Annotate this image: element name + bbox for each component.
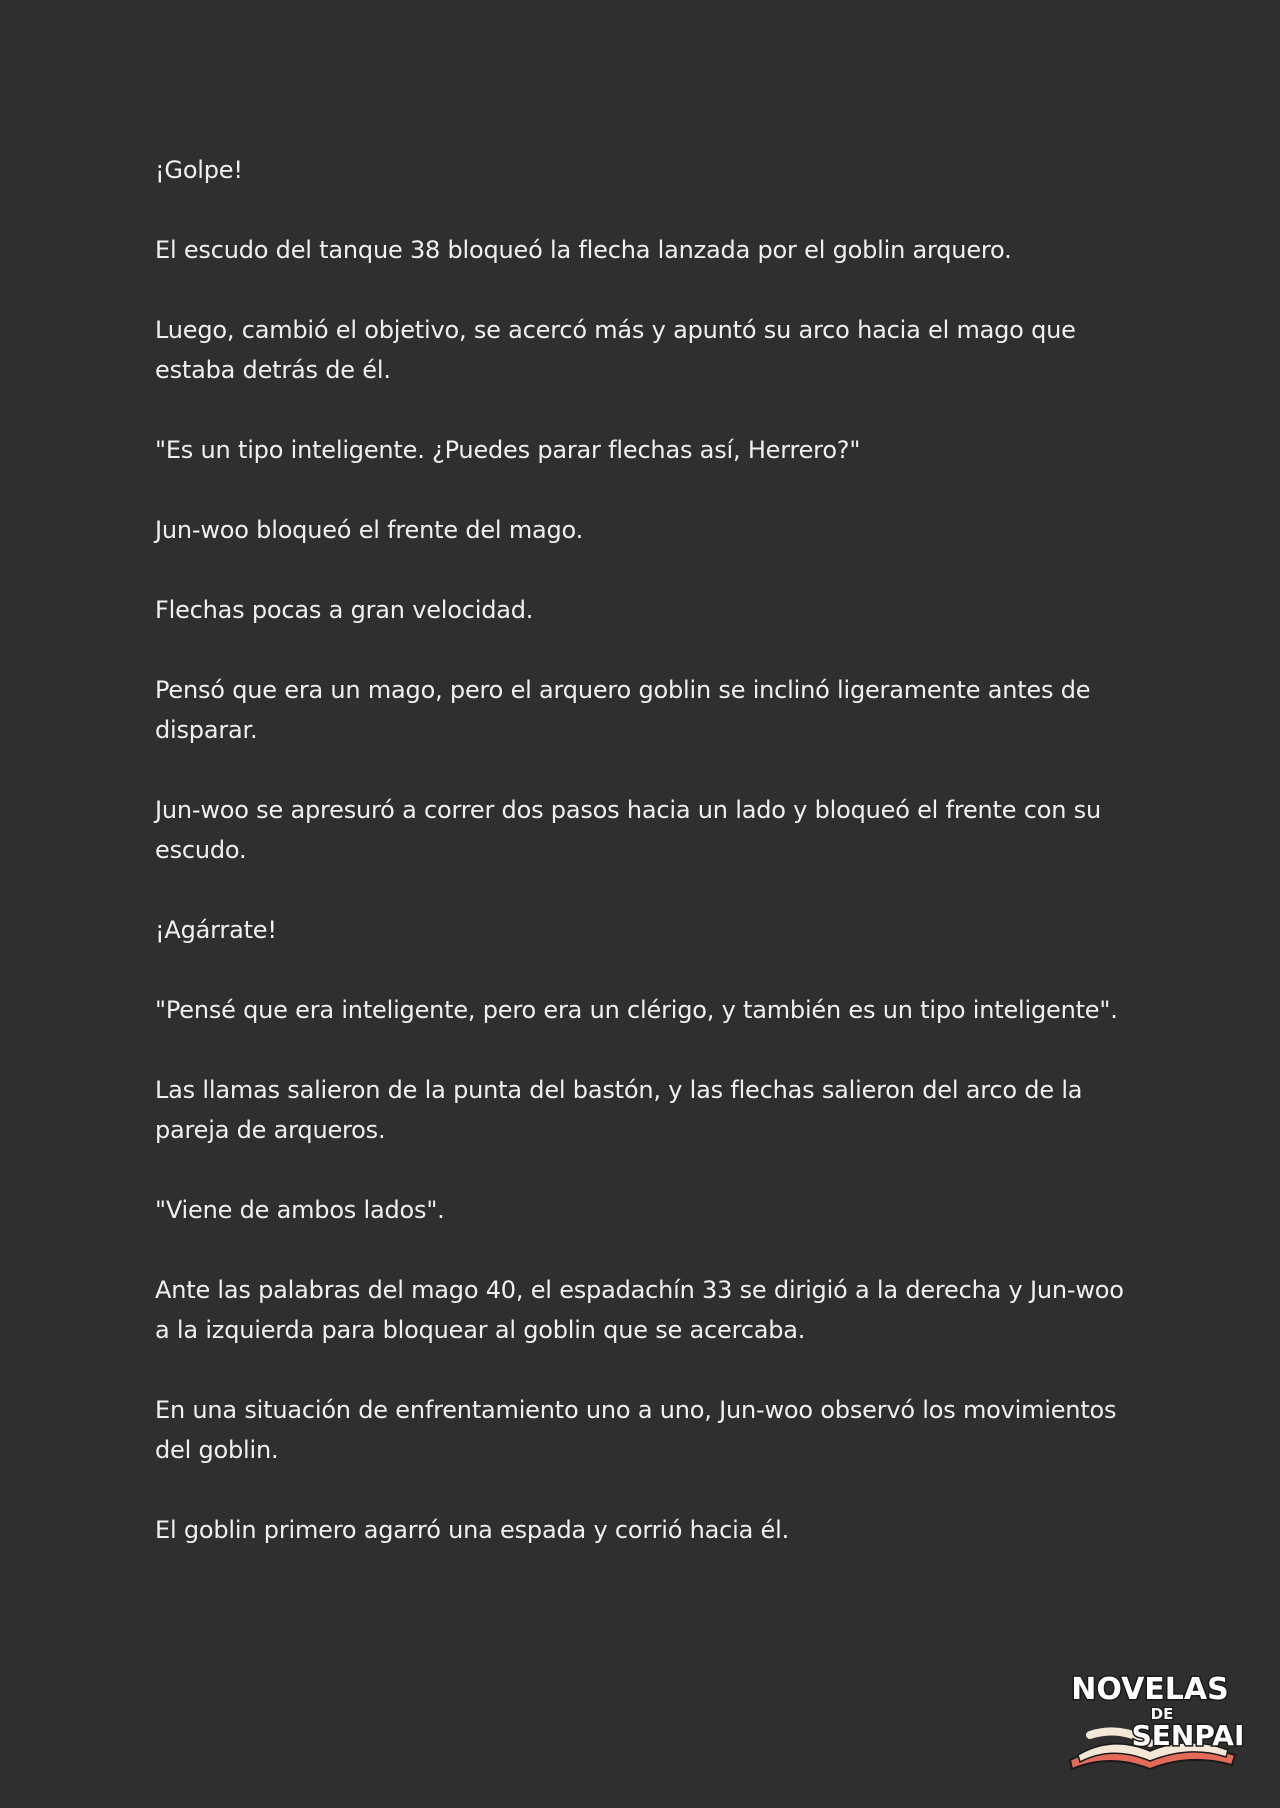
novelas-de-senpai-logo (1050, 1665, 1250, 1775)
paragraph-10: "Pensé que era inteligente, pero era un clérigo, y también es un tipo inteligente". (155, 996, 1118, 1024)
paragraph-2: El escudo del tanque 38 bloqueó la flecha lanzada por el goblin arquero. (155, 236, 1012, 264)
paragraph-7: Pensó que era un mago, pero el arquero goblin se inclinó ligeramente antes de disparar. (155, 676, 1091, 744)
logo-line-1: NOVELAS (1071, 1672, 1229, 1707)
chapter-text (155, 150, 1145, 1590)
paragraph-11: Las llamas salieron de la punta del bastón, y las flechas salieron del arco de la pareja de arqueros. (155, 1076, 1083, 1144)
paragraph-15: El goblin primero agarró una espada y corrió hacia él. (155, 1516, 790, 1544)
paragraph-13: Ante las palabras del mago 40, el espadachín 33 se dirigió a la derecha y Jun-woo a la izquierda para bloquear al goblin que se acercaba. (155, 1276, 1124, 1344)
paragraph-1: ¡Golpe! (155, 156, 243, 184)
paragraph-5: Jun-woo bloqueó el frente del mago. (155, 516, 584, 544)
logo-line-2: DE (1150, 1705, 1174, 1723)
paragraph-8: Jun-woo se apresuró a correr dos pasos hacia un lado y bloqueó el frente con su escudo. (155, 796, 1101, 864)
logo-line-3: SENPAI (1131, 1719, 1245, 1752)
paragraph-6: Flechas pocas a gran velocidad. (155, 596, 534, 624)
paragraph-12: "Viene de ambos lados". (155, 1196, 445, 1224)
paragraph-3: Luego, cambió el objetivo, se acercó más y apuntó su arco hacia el mago que estaba detrás de él. (155, 316, 1076, 384)
open-book-icon (1050, 1665, 1250, 1775)
paragraph-4: "Es un tipo inteligente. ¿Puedes parar flechas así, Herrero?" (155, 436, 861, 464)
paragraph-9: ¡Agárrate! (155, 916, 277, 944)
paragraph-14: En una situación de enfrentamiento uno a uno, Jun-woo observó los movimientos del goblin. (155, 1396, 1117, 1464)
